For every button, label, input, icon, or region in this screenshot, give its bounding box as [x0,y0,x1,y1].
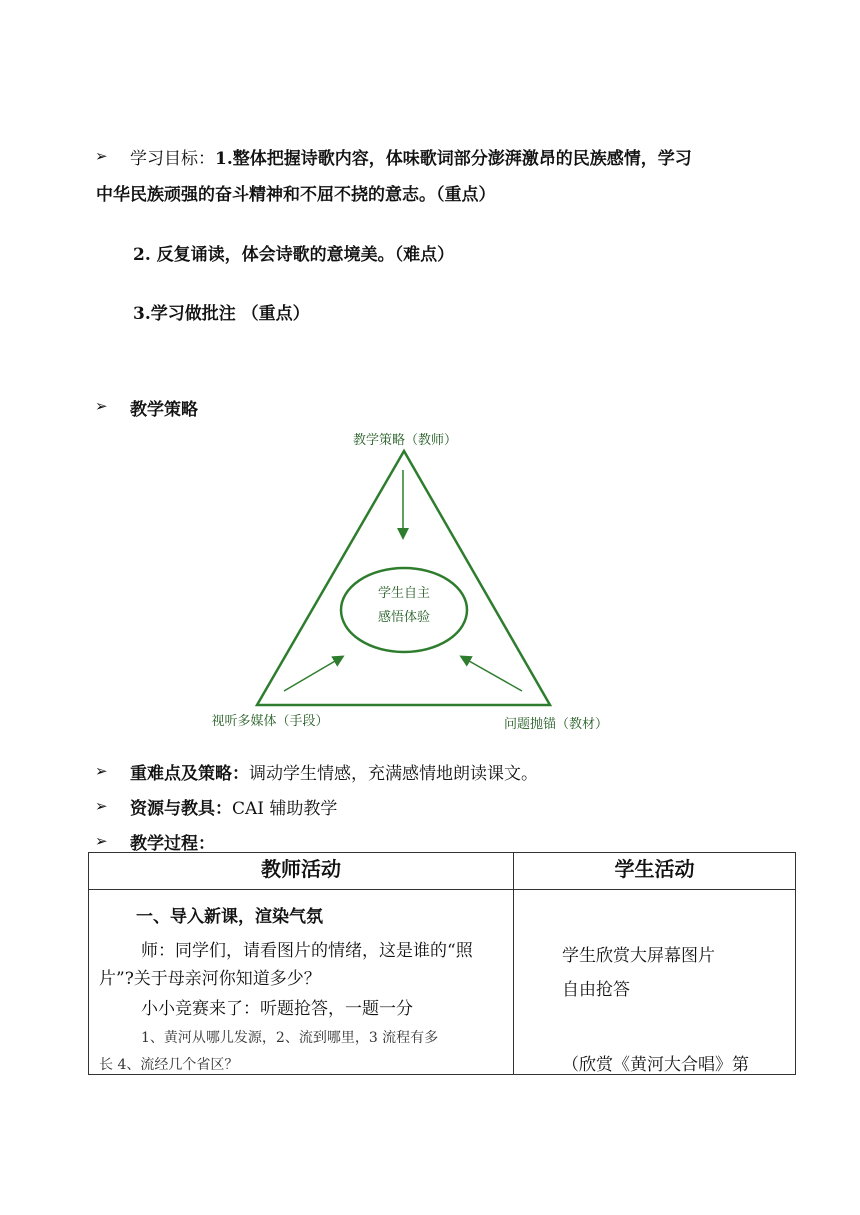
diagram-left-label: 视听多媒体（手段） [211,714,329,729]
teacher-question-line1: 1、黄河从哪儿发源，2、流到哪里，3 流程有多 [141,1030,439,1046]
resources-line [130,794,337,819]
table-header-row [89,853,796,890]
teacher-p2: 小小竞赛来了：听题抢答，一题一分 [141,999,413,1019]
objectives-line1 [130,144,692,169]
key-points-text: 调动学生情感，充满感情地朗读课文。 [249,764,538,784]
table-row [89,890,796,1075]
student-line1: 学生欣赏大屏幕图片 [562,946,715,966]
objective-item2: 2. 反复诵读，体会诗歌的意境美。（难点） [133,245,455,265]
arrow-left-icon [284,657,342,691]
teacher-activity-cell [89,890,514,1075]
objective-item1-line1: 1.整体把握诗歌内容，体味歌词部分澎湃激昂的民族感情，学习 [215,149,692,169]
resources-label: 资源与教具： [130,799,232,819]
objective-item1-line2: 中华民族顽强的奋斗精神和不屈不挠的意志。（重点） [96,185,496,205]
strategy-label: 教学策略 [130,400,198,420]
key-points-line [130,759,538,784]
header-student-activity: 学生活动 [514,853,796,890]
bullet-icon: ➢ [95,147,108,165]
student-line3: （欣赏《黄河大合唱》第 [562,1055,749,1075]
diagram-right-label: 问题抛锚（教材） [503,717,609,732]
key-points-label: 重难点及策略： [130,764,249,784]
student-line2: 自由抢答 [562,980,630,1000]
diagram-center-line1: 学生自主 [377,586,431,601]
diagram-center-line2: 感悟体验 [377,610,431,625]
bullet-icon: ➢ [95,397,108,415]
resources-text: CAI 辅助教学 [232,799,338,819]
process-label: 教学过程： [130,834,215,854]
bullet-icon: ➢ [95,832,108,850]
student-activity-cell [514,890,796,1075]
arrow-right-icon [462,657,522,691]
teacher-p1-line1: 师：同学们，请看图片的情绪，这是谁的“照 [141,941,473,961]
bullet-icon: ➢ [95,762,108,780]
bullet-icon: ➢ [95,797,108,815]
strategy-diagram [200,425,630,740]
teacher-question-line2: 长 4、流经几个省区？ [99,1057,239,1073]
header-teacher-activity: 教师活动 [89,853,514,890]
lesson-table [88,852,796,1075]
objective-item3: 3.学习做批注 （重点） [133,304,310,324]
teacher-p1-line2: 片”?关于母亲河你知道多少？ [99,969,321,989]
diagram-top-label: 教学策略（教师） [352,433,458,448]
teacher-heading: 一、导入新课，渲染气氛 [136,907,323,927]
objectives-label: 学习目标： [130,149,215,169]
